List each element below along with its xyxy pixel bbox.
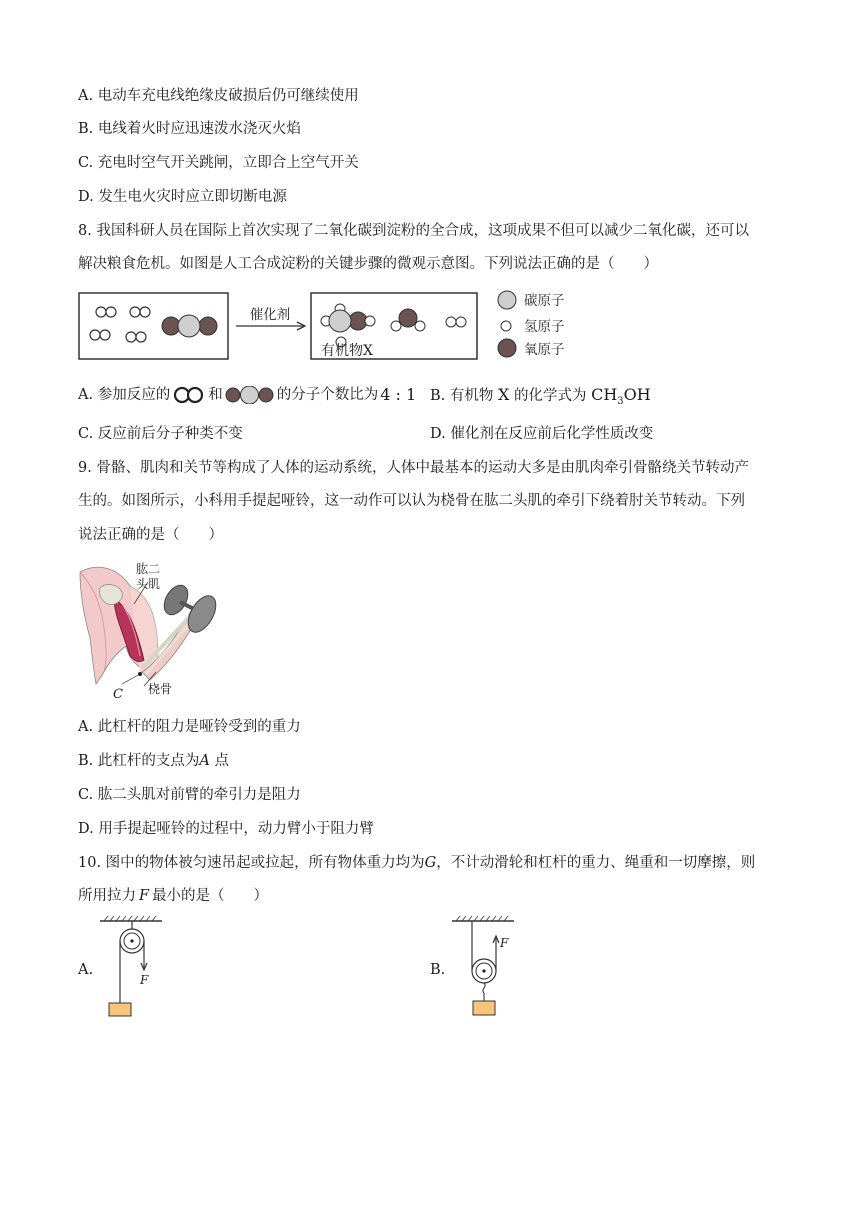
water-molecule [391, 309, 425, 331]
q8-stem-line-2: 解决粮食危机。如图是人工合成淀粉的关键步骤的微观示意图。下列说法正确的是（ ） [78, 256, 658, 272]
biceps-label-1: 肱二 [136, 562, 161, 576]
q9-option-c: C. 肱二头肌对前臂的牵引力是阻力 [78, 787, 301, 803]
dumbbell [159, 581, 221, 637]
q8-option-a [78, 385, 416, 405]
q10-option-a-label: A. [78, 962, 94, 978]
q9-option-b-suffix: 点 [209, 753, 229, 769]
q8-option-c: C. 反应前后分子种类不变 [78, 426, 243, 442]
q10-stem-1b: ，不计动滑轮和杠杆的重力、绳重和一切摩擦，则 [436, 855, 756, 871]
legend-oxygen: 氧原子 [524, 342, 565, 358]
q9-option-d: D. 用手提起哑铃的过程中，动力臂小于阻力臂 [78, 821, 374, 837]
organic-x-molecule [321, 304, 375, 347]
formula-sub: 3 [617, 396, 624, 408]
q9-option-b-point: A [199, 753, 210, 769]
q10-stem-1a: 10. 图中的物体被匀速吊起或拉起，所有物体重力均为 [78, 855, 425, 871]
radius-bone-label: 桡骨 [148, 682, 173, 696]
co2-molecule [162, 315, 217, 337]
legend-carbon: 碳原子 [524, 293, 565, 309]
point-c-label: C [113, 687, 123, 702]
q10-stem-2b: 最小的是（ ） [152, 888, 269, 904]
q9-option-b-text: B. 此杠杆的支点为 [78, 753, 200, 769]
arm-dumbbell-figure [78, 560, 228, 704]
q8-stem-line-1: 8. 我国科研人员在国际上首次实现了二氧化碳到淀粉的全合成，这项成果不但可以减少二氧化碳，还可以 [78, 223, 749, 239]
q10-force-symbol: F [139, 888, 150, 904]
biceps-label-2: 头肌 [136, 577, 161, 591]
movable-pulley-figure [448, 915, 518, 1023]
fixed-pulley-figure [98, 915, 168, 1023]
legend [498, 291, 565, 358]
q9-option-a: A. 此杠杆的阻力是哑铃受到的重力 [78, 719, 301, 735]
q8-option-b-x: X [497, 385, 510, 404]
product-label: 有机物X [321, 343, 373, 359]
q8-option-a-suffix: 的分子个数比为 [276, 387, 379, 403]
q8-option-b-text: 的化学式为 [513, 388, 587, 404]
q8-option-a-and: 和 [208, 387, 223, 403]
legend-hydrogen: 氢原子 [524, 319, 565, 335]
q7-option-b: B. 电线着火时应迅速泼水浇灭火焰 [78, 121, 301, 137]
formula-oh: OH [623, 385, 651, 404]
q9-stem-line-2: 生的。如图所示，小科用手提起哑铃，这一动作可以认为桡骨在肱二头肌的牵引下绕着肘关节转动。下列 [78, 493, 745, 509]
q9-stem-line-3: 说法正确的是（ ） [78, 527, 223, 543]
q9-stem-line-1: 9. 骨骼、肌肉和关节等构成了人体的运动系统，人体中最基本的运动大多是由肌肉牵引骨骼绕关节转动产 [78, 460, 749, 476]
q10-option-b-label: B. [430, 962, 446, 978]
q10-stem-line-1 [78, 853, 755, 873]
q8-reaction-diagram [78, 288, 598, 364]
q10-stem-2a: 所用拉力 [78, 888, 136, 904]
force-label-a: F [140, 973, 149, 987]
h2-molecule-icon [172, 386, 206, 404]
formula-ch: CH [591, 385, 618, 404]
q8-option-b-prefix: B. 有机物 [430, 388, 494, 404]
q8-option-d: D. 催化剂在反应前后化学性质改变 [430, 426, 654, 442]
q7-option-c: C. 充电时空气开关跳闸，立即合上空气开关 [78, 155, 359, 171]
force-label-b: F [500, 936, 509, 950]
q7-option-a: A. 电动车充电线绝缘皮破损后仍可继续使用 [78, 88, 359, 104]
q7-option-d: D. 发生电火灾时应立即切断电源 [78, 189, 287, 205]
q10-stem-line-2 [78, 886, 268, 906]
catalyst-label: 催化剂 [249, 307, 291, 323]
q8-option-a-ratio: 4 : 1 [380, 385, 417, 404]
co2-molecule-icon [225, 386, 275, 404]
q8-option-a-prefix: A. 参加反应的 [78, 387, 171, 403]
q8-option-b [430, 385, 651, 412]
q9-option-b [78, 751, 229, 771]
q8-option-b-formula [591, 385, 651, 408]
q10-weight-symbol: G [424, 855, 437, 871]
